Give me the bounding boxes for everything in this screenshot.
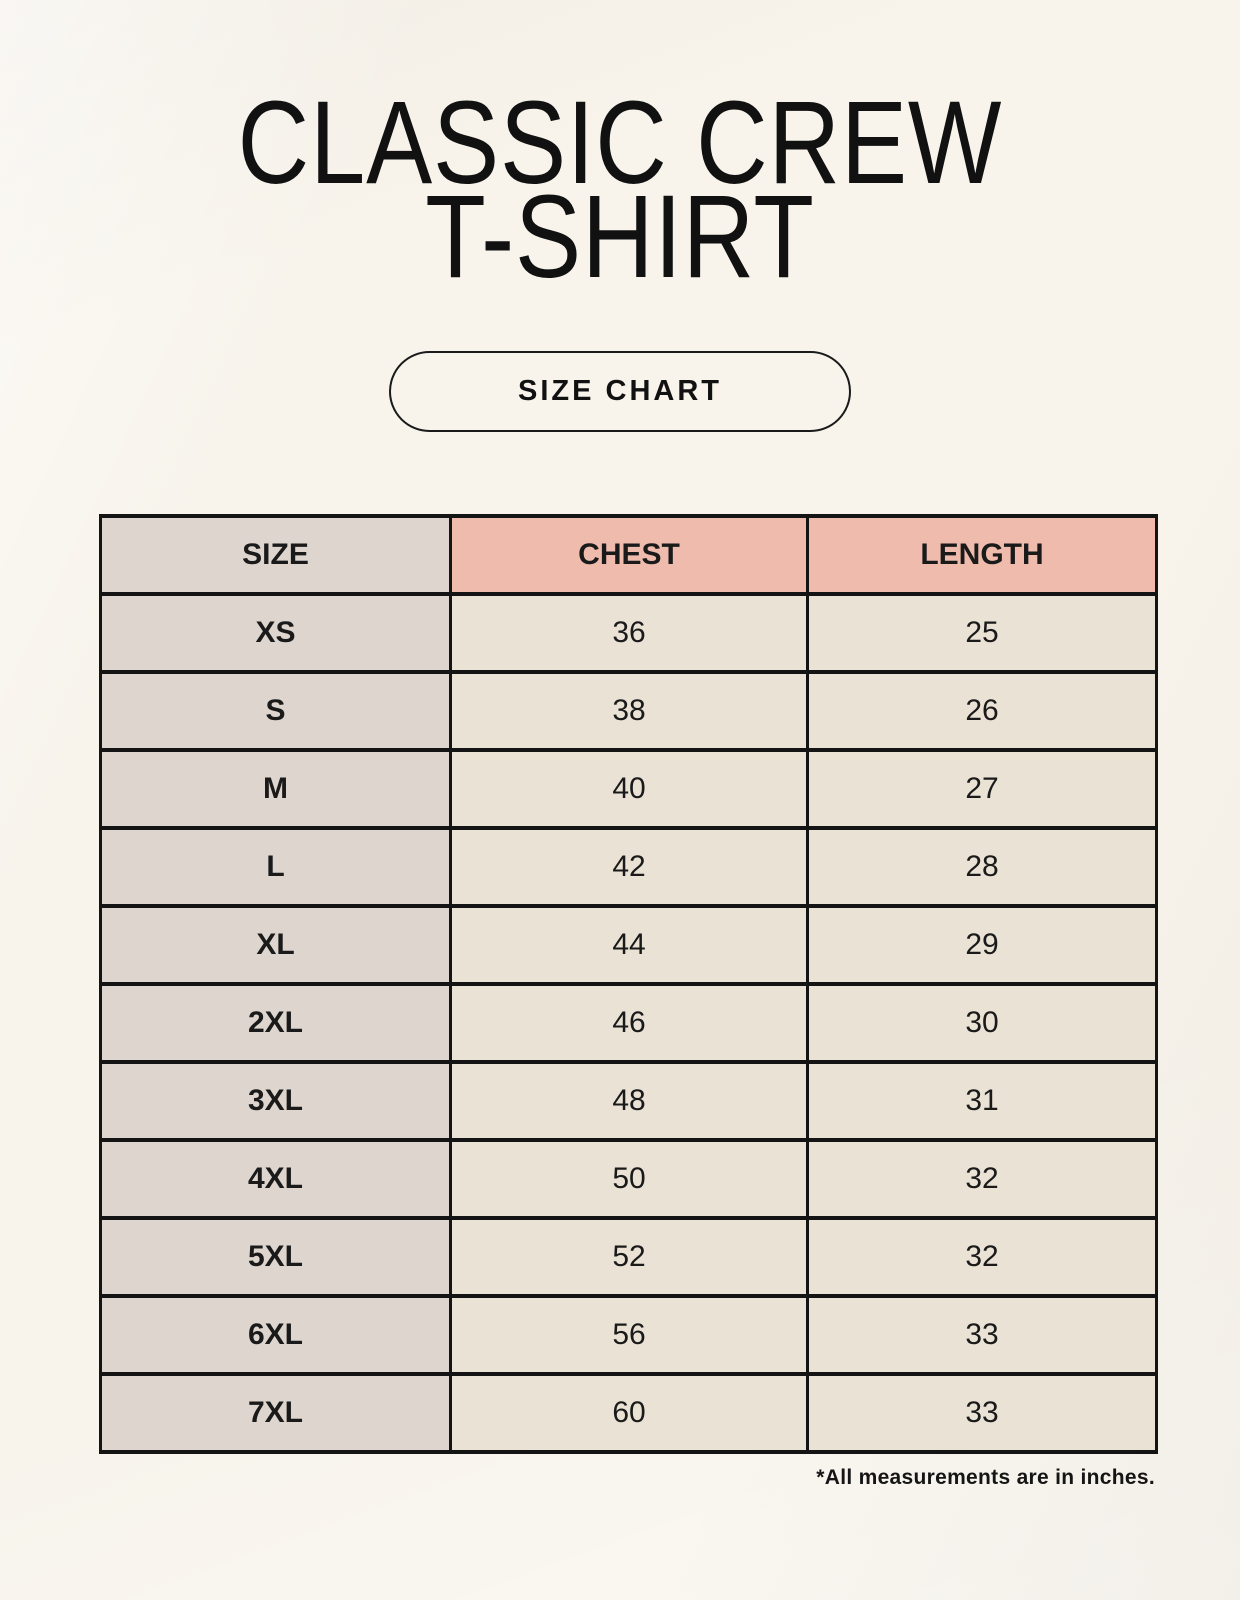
length-value-cell: 29 [808,906,1157,984]
length-value-cell: 26 [808,672,1157,750]
chest-value-cell: 52 [451,1218,808,1296]
table-row [101,1296,1157,1374]
chest-value-cell: 44 [451,906,808,984]
page-title [99,0,1141,304]
table-row [101,828,1157,906]
size-label-cell: 3XL [101,1062,451,1140]
page-title-line2: T-SHIRT [425,171,815,304]
chest-value-cell: 50 [451,1140,808,1218]
table-row [101,594,1157,672]
size-label-cell: XS [101,594,451,672]
table-row [101,1140,1157,1218]
size-label-cell: XL [101,906,451,984]
table-row [101,1062,1157,1140]
column-header-size: SIZE [101,516,451,594]
table-row [101,750,1157,828]
size-label-cell: 6XL [101,1296,451,1374]
chest-value-cell: 56 [451,1296,808,1374]
size-label-cell: 4XL [101,1140,451,1218]
length-value-cell: 32 [808,1140,1157,1218]
length-value-cell: 30 [808,984,1157,1062]
size-label-cell: S [101,672,451,750]
chest-value-cell: 36 [451,594,808,672]
length-value-cell: 31 [808,1062,1157,1140]
size-label-cell: 2XL [101,984,451,1062]
table-row [101,1374,1157,1452]
table-row [101,672,1157,750]
measurements-footnote: *All measurements are in inches. [816,1465,1155,1489]
chest-value-cell: 46 [451,984,808,1062]
size-chart-button-container [0,351,1240,432]
length-value-cell: 33 [808,1296,1157,1374]
length-value-cell: 25 [808,594,1157,672]
length-value-cell: 28 [808,828,1157,906]
chest-value-cell: 40 [451,750,808,828]
size-chart-table [99,514,1158,1454]
table-header-row [101,516,1157,594]
chest-value-cell: 42 [451,828,808,906]
size-label-cell: 7XL [101,1374,451,1452]
size-chart-button[interactable]: SIZE CHART [389,351,851,432]
size-label-cell: M [101,750,451,828]
length-value-cell: 33 [808,1374,1157,1452]
column-header-length: LENGTH [808,516,1157,594]
length-value-cell: 27 [808,750,1157,828]
page-title-line1: CLASSIC CREW [237,77,1003,209]
chest-value-cell: 60 [451,1374,808,1452]
chest-value-cell: 48 [451,1062,808,1140]
size-label-cell: L [101,828,451,906]
chest-value-cell: 38 [451,672,808,750]
table-row [101,1218,1157,1296]
table-row [101,984,1157,1062]
table-row [101,906,1157,984]
size-label-cell: 5XL [101,1218,451,1296]
length-value-cell: 32 [808,1218,1157,1296]
column-header-chest: CHEST [451,516,808,594]
